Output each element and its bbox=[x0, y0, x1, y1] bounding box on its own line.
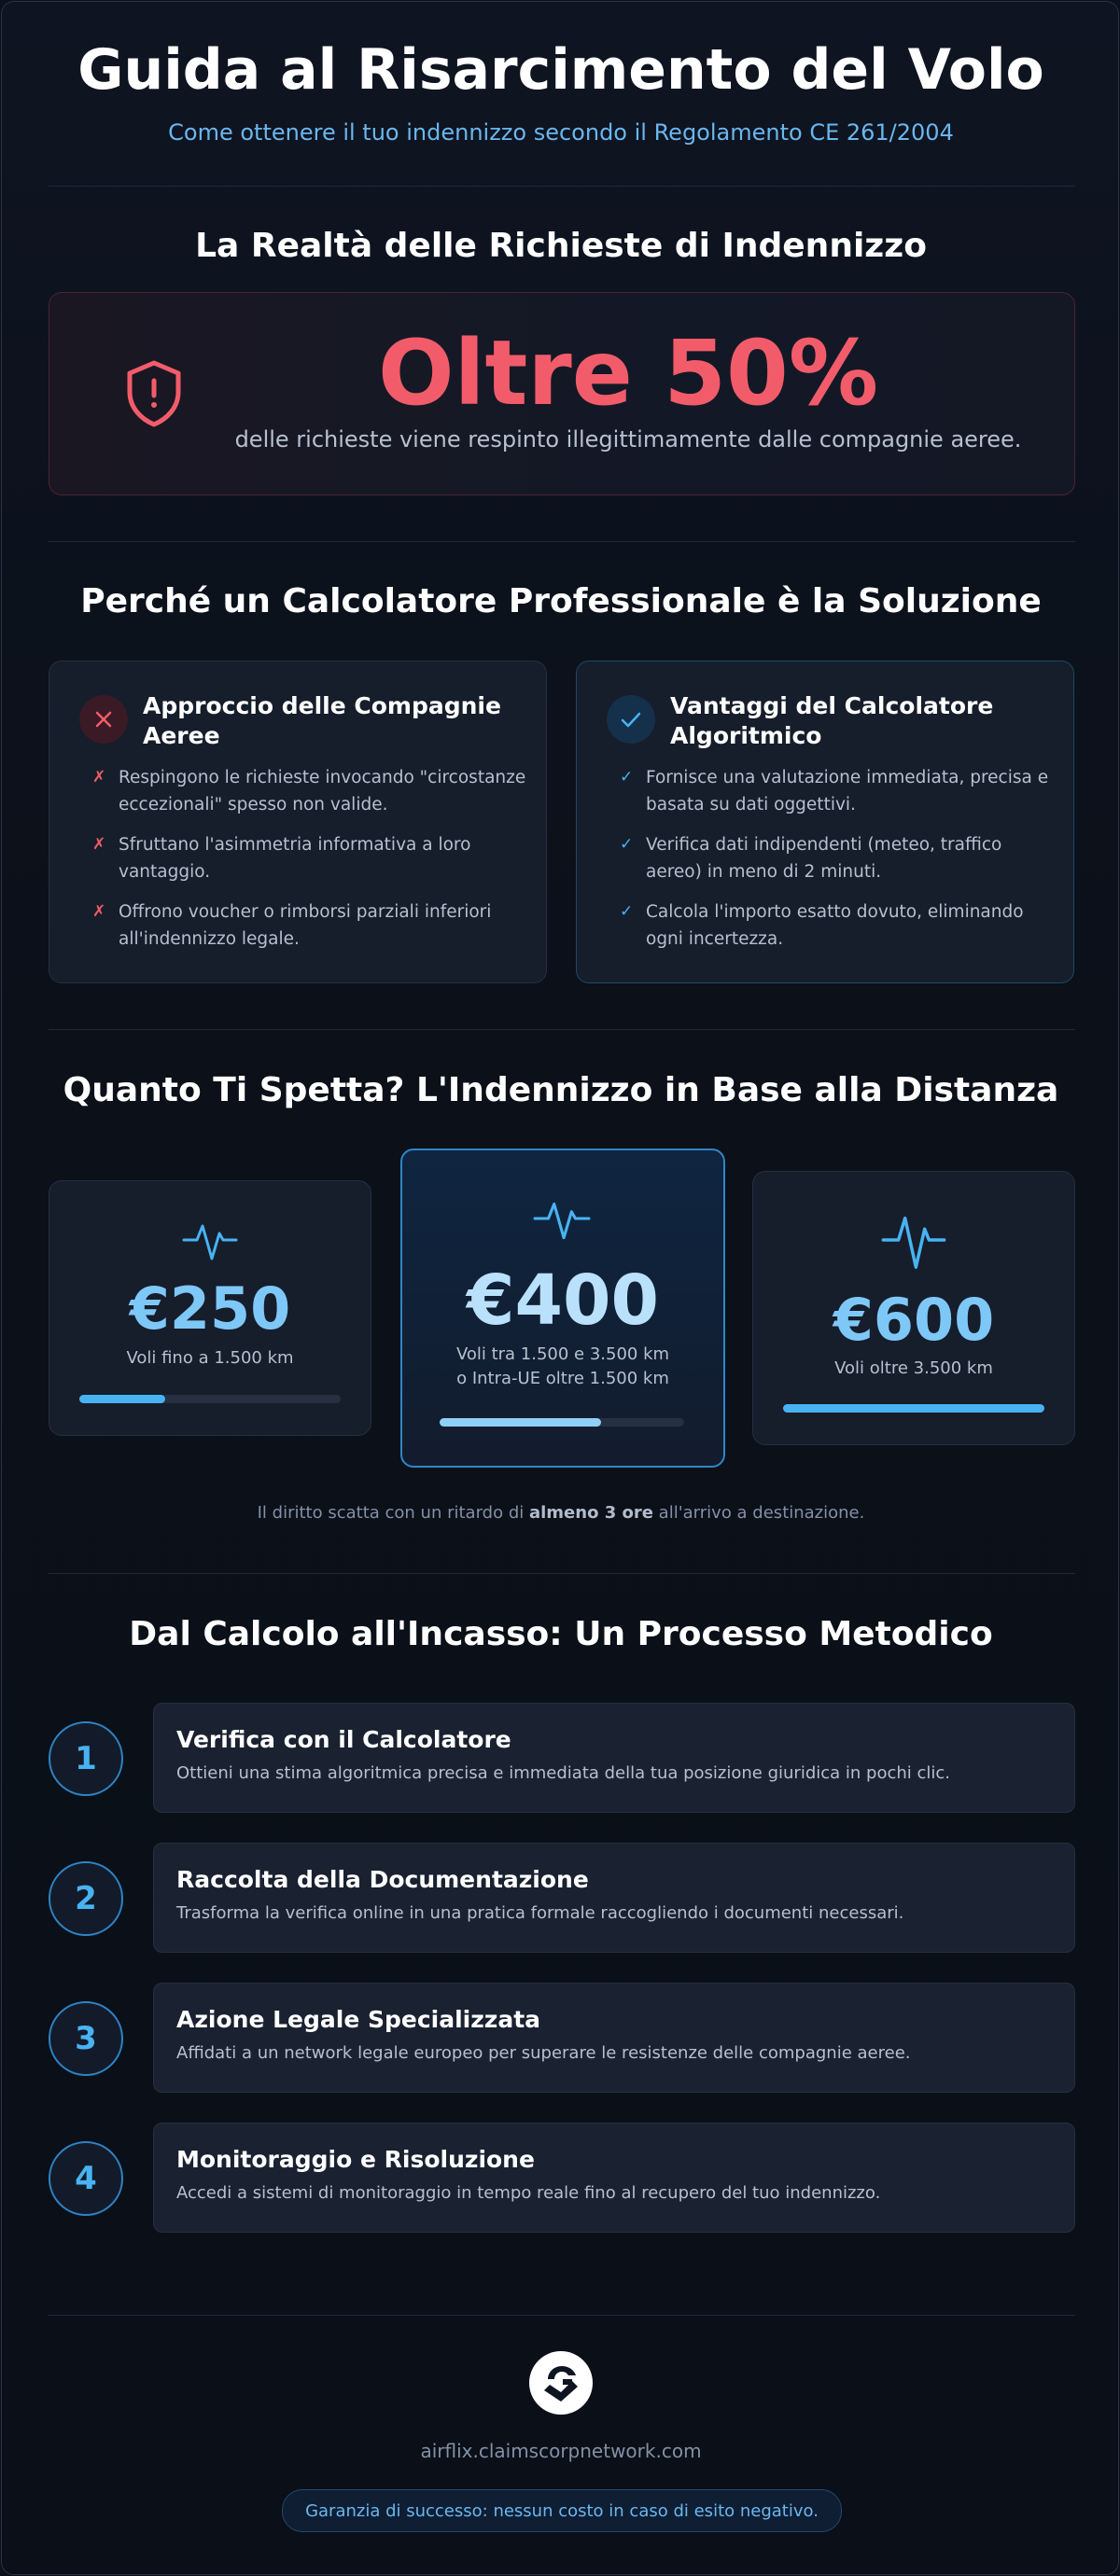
delay-note-highlight: almeno 3 ore bbox=[528, 1503, 653, 1523]
page-title: Guida al Risarcimento del Volo bbox=[77, 37, 1044, 103]
compensation-section-title: Quanto Ti Spetta? L'Indennizzo in Base alla Distanza bbox=[63, 1071, 1059, 1109]
calculator-card: Vantaggi del Calcolatore Algoritmico ✓ Fornisce una valutazione immediata, precisa e basata su dati oggettivi. ✓ Verifica dati indipendenti (meteo, traffico aereo) in meno di 2 minuti. ✓ Calcola l'importo esatto dovuto, eliminando ogni incertezza. bbox=[576, 661, 1074, 983]
step-description: Trasforma la verifica online in una pratica formale raccogliendo i documenti necessari. bbox=[176, 1903, 904, 1923]
check-icon bbox=[607, 695, 655, 744]
claimscorp-logo-icon bbox=[529, 2351, 593, 2415]
check-mark-icon: ✓ bbox=[620, 768, 634, 787]
divider bbox=[49, 1029, 1075, 1030]
step-number: 4 bbox=[49, 2141, 123, 2216]
step-card bbox=[153, 1843, 1075, 1953]
comparison-section-title: Perché un Calcolatore Professionale è la Soluzione bbox=[80, 582, 1042, 620]
delay-note: Il diritto scatta con un ritardo di almeno 3 ore all'arrivo a destinazione. bbox=[257, 1503, 865, 1523]
step-title: Verifica con il Calcolatore bbox=[176, 1726, 511, 1753]
step-description: Accedi a sistemi di monitoraggio in tempo reale fino al recupero del tuo indennizzo. bbox=[176, 2183, 881, 2203]
tier-card-400 bbox=[400, 1149, 725, 1468]
stat-description: delle richieste viene respinto illegittimamente dalle compagnie aeree. bbox=[234, 426, 1022, 453]
cross-icon: ✗ bbox=[92, 835, 106, 854]
footer-url[interactable]: airflix.claimscorpnetwork.com bbox=[420, 2440, 702, 2462]
airlines-card-title: Approccio delle Compagnie Aeree bbox=[143, 692, 501, 749]
tier-description: Voli oltre 3.500 km bbox=[834, 1358, 993, 1378]
process-section-title: Dal Calcolo all'Incasso: Un Processo Metodico bbox=[129, 1615, 993, 1653]
step-card bbox=[153, 1983, 1075, 2093]
cross-icon: ✗ bbox=[92, 902, 106, 921]
divider bbox=[49, 186, 1075, 187]
step-title: Raccolta della Documentazione bbox=[176, 1866, 589, 1893]
shield-alert-icon bbox=[124, 358, 184, 429]
calculator-card-title: Vantaggi del Calcolatore Algoritmico bbox=[670, 692, 994, 749]
tier-amount: €600 bbox=[833, 1286, 995, 1354]
step-description: Affidati a un network legale europeo per superare le resistenze delle compagnie aeree. bbox=[176, 2043, 911, 2063]
reality-section-title: La Realtà delle Richieste di Indennizzo bbox=[195, 227, 927, 265]
infographic-page bbox=[1, 1, 1119, 2575]
tier-card-600 bbox=[752, 1171, 1075, 1445]
airlines-card: Approccio delle Compagnie Aeree ✗ Respingono le richieste invocando "circostanze eccezionali" spesso non valide. ✗ Sfruttano l'asimmetria informativa a loro vantaggio. ✗ Offrono voucher o rimborsi parziali inferiori all'indennizzo legale. bbox=[49, 661, 547, 983]
pulse-icon bbox=[182, 1217, 238, 1263]
tier-amount: €250 bbox=[129, 1274, 291, 1343]
tier-bar-fill bbox=[440, 1418, 601, 1427]
page-subtitle: Come ottenere il tuo indennizzo secondo il Regolamento CE 261/2004 bbox=[168, 119, 954, 146]
tier-bar bbox=[783, 1404, 1044, 1413]
check-mark-icon: ✓ bbox=[620, 835, 634, 854]
step-title: Azione Legale Specializzata bbox=[176, 2006, 541, 2033]
step-number: 1 bbox=[49, 1721, 123, 1796]
tier-card-250 bbox=[49, 1180, 371, 1436]
guarantee-badge: Garanzia di successo: nessun costo in caso di esito negativo. bbox=[282, 2489, 842, 2532]
divider bbox=[49, 541, 1075, 542]
check-mark-icon: ✓ bbox=[620, 902, 634, 921]
tier-bar-fill bbox=[783, 1404, 1044, 1413]
step-card bbox=[153, 2123, 1075, 2233]
step-number: 3 bbox=[49, 2001, 123, 2076]
pulse-icon bbox=[881, 1207, 946, 1273]
tier-bar bbox=[79, 1395, 341, 1403]
tier-bar bbox=[440, 1418, 684, 1427]
tier-bar-fill bbox=[79, 1395, 165, 1403]
divider bbox=[49, 2315, 1075, 2316]
step-card bbox=[153, 1703, 1075, 1813]
pulse-icon bbox=[533, 1193, 591, 1244]
stat-value: Oltre 50% bbox=[377, 321, 879, 425]
tier-description: Voli fino a 1.500 km bbox=[126, 1348, 294, 1368]
tier-description: o Intra-UE oltre 1.500 km bbox=[456, 1369, 669, 1388]
stat-card bbox=[49, 292, 1075, 495]
divider bbox=[49, 1573, 1075, 1574]
tier-amount: €400 bbox=[467, 1260, 659, 1341]
tier-description: Voli tra 1.500 e 3.500 km bbox=[455, 1344, 670, 1364]
cross-icon: ✗ bbox=[92, 768, 106, 787]
close-icon bbox=[79, 695, 128, 744]
step-description: Ottieni una stima algoritmica precisa e immediata della tua posizione giuridica in pochi clic. bbox=[176, 1763, 951, 1783]
step-title: Monitoraggio e Risoluzione bbox=[176, 2146, 535, 2173]
step-number: 2 bbox=[49, 1861, 123, 1936]
